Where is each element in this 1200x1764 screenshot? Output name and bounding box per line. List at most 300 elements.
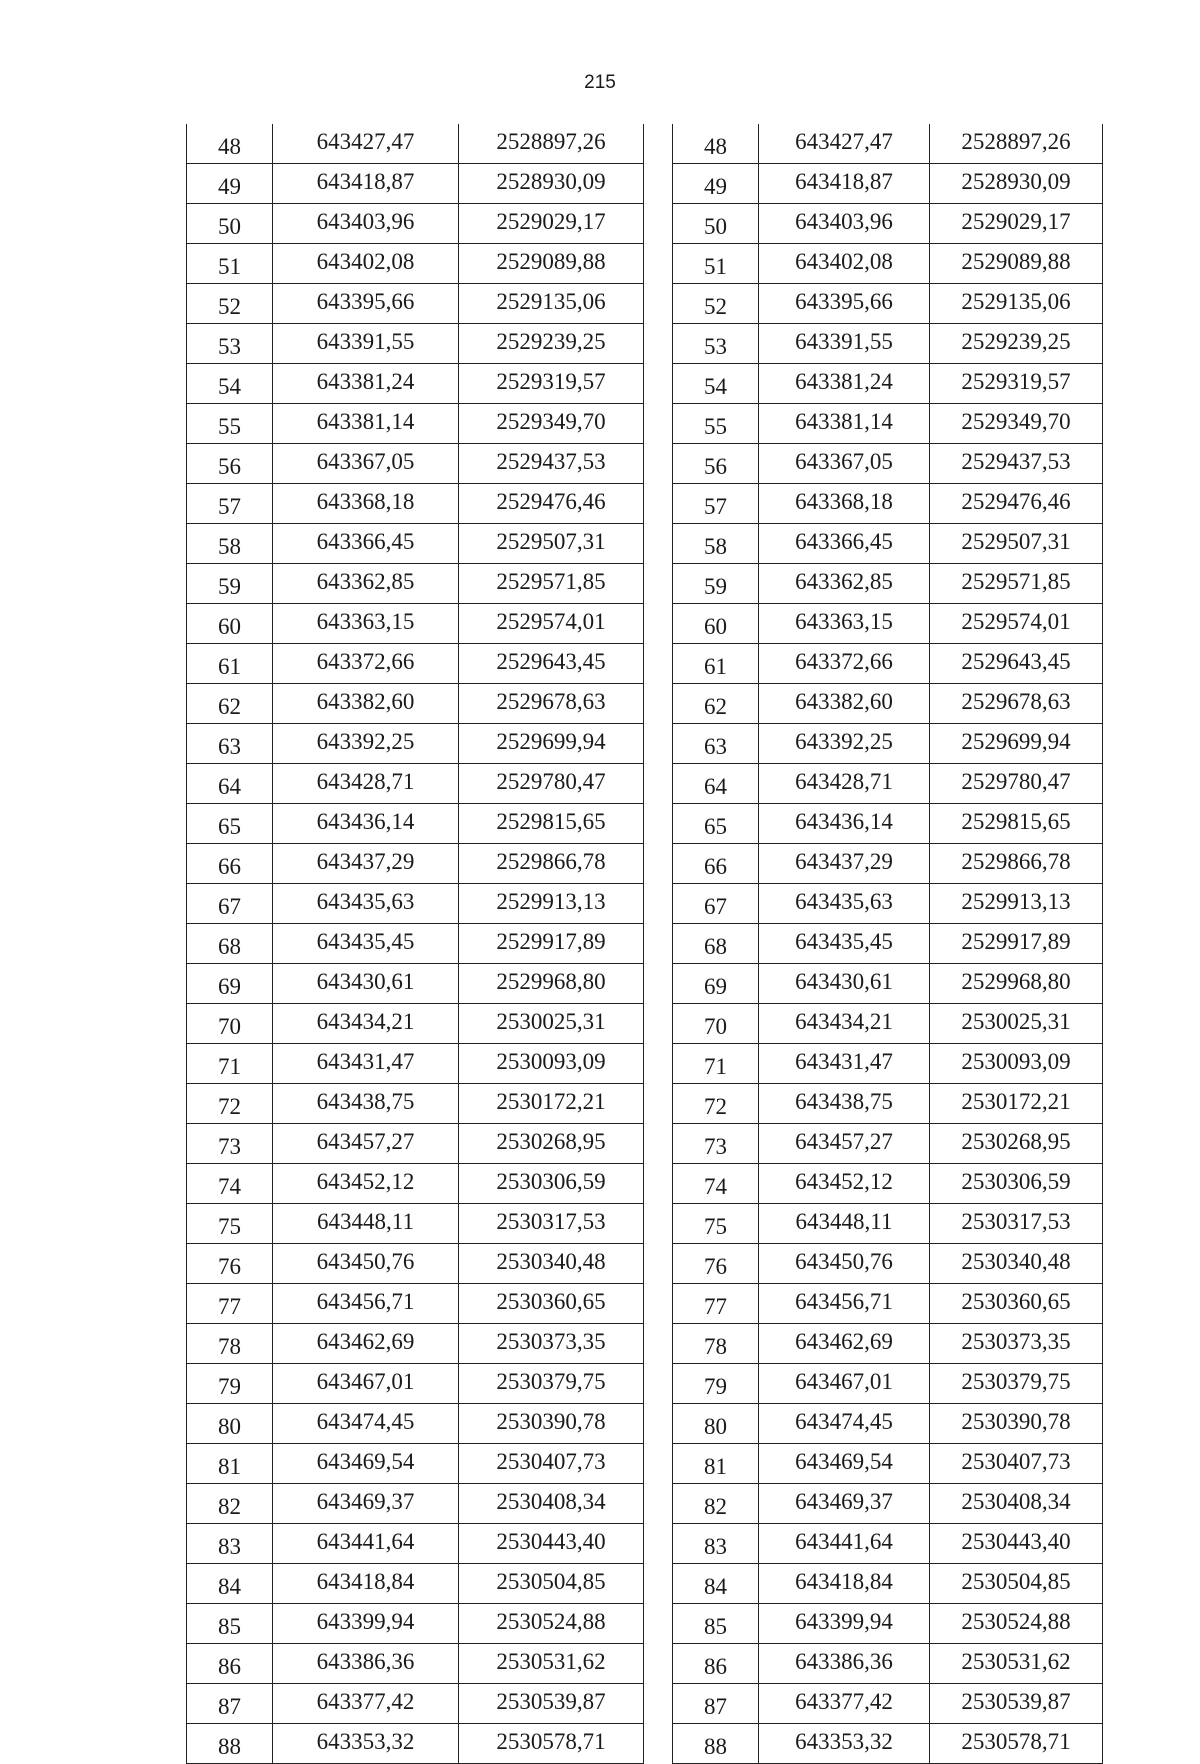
y-coordinate-cell: 2530504,85	[930, 1564, 1103, 1604]
x-coordinate-cell: 643418,84	[759, 1564, 930, 1604]
x-coordinate-cell: 643386,36	[759, 1644, 930, 1684]
y-coordinate-cell: 2530408,34	[459, 1484, 644, 1524]
x-coordinate-cell: 643448,11	[273, 1204, 459, 1244]
table-row	[673, 1604, 1103, 1644]
x-coordinate-cell: 643467,01	[273, 1364, 459, 1404]
table-row	[187, 1164, 644, 1204]
x-coordinate-cell: 643391,55	[759, 324, 930, 364]
x-coordinate-cell: 643469,54	[759, 1444, 930, 1484]
point-number-cell: 61	[187, 644, 273, 684]
table-row	[673, 1004, 1103, 1044]
x-coordinate-cell: 643452,12	[273, 1164, 459, 1204]
table-row	[187, 284, 644, 324]
x-coordinate-cell: 643427,47	[759, 124, 930, 164]
x-coordinate-cell: 643377,42	[273, 1684, 459, 1724]
y-coordinate-cell: 2529643,45	[459, 644, 644, 684]
y-coordinate-cell: 2529476,46	[930, 484, 1103, 524]
y-coordinate-cell: 2530578,71	[459, 1724, 644, 1764]
table-row	[187, 1524, 644, 1564]
y-coordinate-cell: 2530524,88	[930, 1604, 1103, 1644]
point-number-cell: 67	[673, 884, 759, 924]
point-number-cell: 74	[673, 1164, 759, 1204]
x-coordinate-cell: 643391,55	[273, 324, 459, 364]
table-row	[673, 644, 1103, 684]
table-row	[673, 1564, 1103, 1604]
y-coordinate-cell: 2529135,06	[459, 284, 644, 324]
table-row	[673, 1524, 1103, 1564]
y-coordinate-cell: 2529917,89	[930, 924, 1103, 964]
x-coordinate-cell: 643381,14	[759, 404, 930, 444]
x-coordinate-cell: 643430,61	[759, 964, 930, 1004]
y-coordinate-cell: 2529507,31	[459, 524, 644, 564]
point-number-cell: 84	[673, 1564, 759, 1604]
coordinates-table-right-body	[673, 124, 1103, 1764]
x-coordinate-cell: 643392,25	[759, 724, 930, 764]
table-row	[673, 1324, 1103, 1364]
table-row	[673, 1444, 1103, 1484]
y-coordinate-cell: 2529437,53	[930, 444, 1103, 484]
x-coordinate-cell: 643427,47	[273, 124, 459, 164]
y-coordinate-cell: 2530172,21	[930, 1084, 1103, 1124]
table-row	[673, 1044, 1103, 1084]
point-number-cell: 70	[187, 1004, 273, 1044]
point-number-cell: 59	[187, 564, 273, 604]
table-row	[673, 444, 1103, 484]
point-number-cell: 50	[187, 204, 273, 244]
x-coordinate-cell: 643431,47	[273, 1044, 459, 1084]
y-coordinate-cell: 2530379,75	[930, 1364, 1103, 1404]
y-coordinate-cell: 2529319,57	[459, 364, 644, 404]
table-row	[187, 1324, 644, 1364]
point-number-cell: 82	[673, 1484, 759, 1524]
x-coordinate-cell: 643377,42	[759, 1684, 930, 1724]
y-coordinate-cell: 2529913,13	[459, 884, 644, 924]
point-number-cell: 52	[187, 284, 273, 324]
point-number-cell: 71	[673, 1044, 759, 1084]
x-coordinate-cell: 643366,45	[759, 524, 930, 564]
table-row	[673, 1644, 1103, 1684]
point-number-cell: 72	[673, 1084, 759, 1124]
point-number-cell: 61	[673, 644, 759, 684]
y-coordinate-cell: 2530539,87	[459, 1684, 644, 1724]
x-coordinate-cell: 643450,76	[273, 1244, 459, 1284]
x-coordinate-cell: 643402,08	[273, 244, 459, 284]
point-number-cell: 49	[187, 164, 273, 204]
x-coordinate-cell: 643382,60	[759, 684, 930, 724]
x-coordinate-cell: 643441,64	[759, 1524, 930, 1564]
y-coordinate-cell: 2530531,62	[930, 1644, 1103, 1684]
point-number-cell: 72	[187, 1084, 273, 1124]
table-row	[187, 1204, 644, 1244]
table-row	[673, 764, 1103, 804]
table-row	[673, 604, 1103, 644]
point-number-cell: 87	[673, 1684, 759, 1724]
point-number-cell: 63	[187, 724, 273, 764]
x-coordinate-cell: 643437,29	[759, 844, 930, 884]
x-coordinate-cell: 643399,94	[273, 1604, 459, 1644]
x-coordinate-cell: 643462,69	[273, 1324, 459, 1364]
x-coordinate-cell: 643381,24	[273, 364, 459, 404]
point-number-cell: 67	[187, 884, 273, 924]
x-coordinate-cell: 643428,71	[759, 764, 930, 804]
x-coordinate-cell: 643372,66	[273, 644, 459, 684]
x-coordinate-cell: 643381,14	[273, 404, 459, 444]
point-number-cell: 82	[187, 1484, 273, 1524]
point-number-cell: 60	[673, 604, 759, 644]
point-number-cell: 74	[187, 1164, 273, 1204]
table-row	[187, 404, 644, 444]
x-coordinate-cell: 643418,87	[273, 164, 459, 204]
x-coordinate-cell: 643457,27	[759, 1124, 930, 1164]
y-coordinate-cell: 2529866,78	[930, 844, 1103, 884]
table-row	[673, 964, 1103, 1004]
table-row	[673, 364, 1103, 404]
point-number-cell: 54	[673, 364, 759, 404]
y-coordinate-cell: 2529968,80	[459, 964, 644, 1004]
table-row	[673, 884, 1103, 924]
y-coordinate-cell: 2529349,70	[459, 404, 644, 444]
y-coordinate-cell: 2529135,06	[930, 284, 1103, 324]
point-number-cell: 81	[673, 1444, 759, 1484]
table-row	[187, 324, 644, 364]
point-number-cell: 77	[187, 1284, 273, 1324]
y-coordinate-cell: 2530025,31	[459, 1004, 644, 1044]
x-coordinate-cell: 643402,08	[759, 244, 930, 284]
point-number-cell: 78	[673, 1324, 759, 1364]
y-coordinate-cell: 2529780,47	[930, 764, 1103, 804]
y-coordinate-cell: 2530360,65	[459, 1284, 644, 1324]
point-number-cell: 54	[187, 364, 273, 404]
table-row	[187, 444, 644, 484]
coordinates-table-left-body	[187, 124, 644, 1764]
x-coordinate-cell: 643474,45	[273, 1404, 459, 1444]
x-coordinate-cell: 643435,45	[273, 924, 459, 964]
x-coordinate-cell: 643436,14	[759, 804, 930, 844]
point-number-cell: 58	[673, 524, 759, 564]
table-row	[187, 1684, 644, 1724]
x-coordinate-cell: 643438,75	[759, 1084, 930, 1124]
x-coordinate-cell: 643435,63	[759, 884, 930, 924]
table-row	[673, 164, 1103, 204]
table-row	[187, 1484, 644, 1524]
y-coordinate-cell: 2530172,21	[459, 1084, 644, 1124]
y-coordinate-cell: 2529029,17	[930, 204, 1103, 244]
y-coordinate-cell: 2529678,63	[930, 684, 1103, 724]
point-number-cell: 73	[673, 1124, 759, 1164]
y-coordinate-cell: 2529968,80	[930, 964, 1103, 1004]
y-coordinate-cell: 2530390,78	[930, 1404, 1103, 1444]
x-coordinate-cell: 643353,32	[759, 1724, 930, 1764]
table-row	[187, 124, 644, 164]
y-coordinate-cell: 2528930,09	[459, 164, 644, 204]
y-coordinate-cell: 2529089,88	[459, 244, 644, 284]
table-row	[187, 1724, 644, 1764]
point-number-cell: 83	[673, 1524, 759, 1564]
y-coordinate-cell: 2529678,63	[459, 684, 644, 724]
table-row	[673, 524, 1103, 564]
table-row	[673, 1244, 1103, 1284]
table-row	[673, 1164, 1103, 1204]
y-coordinate-cell: 2530390,78	[459, 1404, 644, 1444]
table-row	[187, 684, 644, 724]
x-coordinate-cell: 643403,96	[273, 204, 459, 244]
point-number-cell: 80	[187, 1404, 273, 1444]
point-number-cell: 49	[673, 164, 759, 204]
table-row	[673, 924, 1103, 964]
point-number-cell: 51	[673, 244, 759, 284]
coordinates-table-right	[672, 124, 1103, 1764]
y-coordinate-cell: 2529780,47	[459, 764, 644, 804]
x-coordinate-cell: 643362,85	[273, 564, 459, 604]
x-coordinate-cell: 643418,84	[273, 1564, 459, 1604]
y-coordinate-cell: 2530317,53	[459, 1204, 644, 1244]
point-number-cell: 65	[187, 804, 273, 844]
point-number-cell: 69	[673, 964, 759, 1004]
x-coordinate-cell: 643431,47	[759, 1044, 930, 1084]
y-coordinate-cell: 2530408,34	[930, 1484, 1103, 1524]
table-row	[187, 1364, 644, 1404]
x-coordinate-cell: 643462,69	[759, 1324, 930, 1364]
x-coordinate-cell: 643469,37	[273, 1484, 459, 1524]
x-coordinate-cell: 643469,37	[759, 1484, 930, 1524]
table-row	[187, 724, 644, 764]
point-number-cell: 68	[673, 924, 759, 964]
table-row	[187, 764, 644, 804]
x-coordinate-cell: 643395,66	[273, 284, 459, 324]
x-coordinate-cell: 643456,71	[759, 1284, 930, 1324]
table-row	[187, 1284, 644, 1324]
x-coordinate-cell: 643386,36	[273, 1644, 459, 1684]
table-row	[187, 564, 644, 604]
x-coordinate-cell: 643362,85	[759, 564, 930, 604]
table-row	[673, 1364, 1103, 1404]
x-coordinate-cell: 643452,12	[759, 1164, 930, 1204]
point-number-cell: 88	[673, 1724, 759, 1764]
point-number-cell: 86	[673, 1644, 759, 1684]
table-row	[673, 684, 1103, 724]
table-row	[187, 1124, 644, 1164]
x-coordinate-cell: 643430,61	[273, 964, 459, 1004]
point-number-cell: 60	[187, 604, 273, 644]
x-coordinate-cell: 643469,54	[273, 1444, 459, 1484]
x-coordinate-cell: 643448,11	[759, 1204, 930, 1244]
table-row	[187, 1004, 644, 1044]
x-coordinate-cell: 643418,87	[759, 164, 930, 204]
point-number-cell: 66	[187, 844, 273, 884]
point-number-cell: 88	[187, 1724, 273, 1764]
point-number-cell: 83	[187, 1524, 273, 1564]
y-coordinate-cell: 2530306,59	[459, 1164, 644, 1204]
point-number-cell: 62	[673, 684, 759, 724]
x-coordinate-cell: 643435,45	[759, 924, 930, 964]
x-coordinate-cell: 643392,25	[273, 724, 459, 764]
coordinates-table-left	[186, 124, 644, 1764]
point-number-cell: 85	[187, 1604, 273, 1644]
y-coordinate-cell: 2530373,35	[930, 1324, 1103, 1364]
point-number-cell: 79	[187, 1364, 273, 1404]
y-coordinate-cell: 2530524,88	[459, 1604, 644, 1644]
table-row	[187, 164, 644, 204]
x-coordinate-cell: 643395,66	[759, 284, 930, 324]
point-number-cell: 76	[187, 1244, 273, 1284]
y-coordinate-cell: 2530093,09	[930, 1044, 1103, 1084]
y-coordinate-cell: 2529571,85	[459, 564, 644, 604]
x-coordinate-cell: 643467,01	[759, 1364, 930, 1404]
point-number-cell: 73	[187, 1124, 273, 1164]
point-number-cell: 75	[187, 1204, 273, 1244]
y-coordinate-cell: 2530306,59	[930, 1164, 1103, 1204]
point-number-cell: 84	[187, 1564, 273, 1604]
point-number-cell: 77	[673, 1284, 759, 1324]
table-row	[187, 964, 644, 1004]
x-coordinate-cell: 643372,66	[759, 644, 930, 684]
y-coordinate-cell: 2530539,87	[930, 1684, 1103, 1724]
x-coordinate-cell: 643399,94	[759, 1604, 930, 1644]
x-coordinate-cell: 643366,45	[273, 524, 459, 564]
table-row	[187, 1044, 644, 1084]
y-coordinate-cell: 2529029,17	[459, 204, 644, 244]
table-row	[673, 244, 1103, 284]
y-coordinate-cell: 2529476,46	[459, 484, 644, 524]
point-number-cell: 65	[673, 804, 759, 844]
point-number-cell: 64	[187, 764, 273, 804]
table-row	[187, 1244, 644, 1284]
y-coordinate-cell: 2529507,31	[930, 524, 1103, 564]
y-coordinate-cell: 2529643,45	[930, 644, 1103, 684]
page-number: 215	[584, 72, 616, 93]
x-coordinate-cell: 643434,21	[759, 1004, 930, 1044]
point-number-cell: 63	[673, 724, 759, 764]
x-coordinate-cell: 643437,29	[273, 844, 459, 884]
x-coordinate-cell: 643450,76	[759, 1244, 930, 1284]
x-coordinate-cell: 643435,63	[273, 884, 459, 924]
y-coordinate-cell: 2530443,40	[459, 1524, 644, 1564]
point-number-cell: 86	[187, 1644, 273, 1684]
point-number-cell: 71	[187, 1044, 273, 1084]
table-row	[187, 844, 644, 884]
table-row	[187, 1084, 644, 1124]
point-number-cell: 78	[187, 1324, 273, 1364]
point-number-cell: 56	[673, 444, 759, 484]
x-coordinate-cell: 643353,32	[273, 1724, 459, 1764]
table-row	[673, 1404, 1103, 1444]
x-coordinate-cell: 643434,21	[273, 1004, 459, 1044]
x-coordinate-cell: 643367,05	[759, 444, 930, 484]
x-coordinate-cell: 643438,75	[273, 1084, 459, 1124]
table-row	[187, 644, 644, 684]
y-coordinate-cell: 2530407,73	[930, 1444, 1103, 1484]
point-number-cell: 76	[673, 1244, 759, 1284]
y-coordinate-cell: 2529239,25	[930, 324, 1103, 364]
table-row	[673, 1724, 1103, 1764]
point-number-cell: 58	[187, 524, 273, 564]
point-number-cell: 53	[673, 324, 759, 364]
point-number-cell: 59	[673, 564, 759, 604]
y-coordinate-cell: 2528897,26	[459, 124, 644, 164]
table-row	[187, 204, 644, 244]
x-coordinate-cell: 643474,45	[759, 1404, 930, 1444]
y-coordinate-cell: 2530407,73	[459, 1444, 644, 1484]
y-coordinate-cell: 2529089,88	[930, 244, 1103, 284]
y-coordinate-cell: 2529866,78	[459, 844, 644, 884]
y-coordinate-cell: 2530093,09	[459, 1044, 644, 1084]
table-row	[673, 804, 1103, 844]
point-number-cell: 50	[673, 204, 759, 244]
y-coordinate-cell: 2530379,75	[459, 1364, 644, 1404]
point-number-cell: 57	[187, 484, 273, 524]
y-coordinate-cell: 2529699,94	[459, 724, 644, 764]
table-row	[673, 324, 1103, 364]
table-row	[673, 1204, 1103, 1244]
table-row	[187, 1404, 644, 1444]
table-row	[673, 1284, 1103, 1324]
table-row	[673, 844, 1103, 884]
point-number-cell: 68	[187, 924, 273, 964]
x-coordinate-cell: 643367,05	[273, 444, 459, 484]
table-row	[673, 404, 1103, 444]
point-number-cell: 53	[187, 324, 273, 364]
table-row	[673, 564, 1103, 604]
table-row	[187, 884, 644, 924]
point-number-cell: 62	[187, 684, 273, 724]
y-coordinate-cell: 2528930,09	[930, 164, 1103, 204]
x-coordinate-cell: 643363,15	[759, 604, 930, 644]
point-number-cell: 79	[673, 1364, 759, 1404]
point-number-cell: 48	[187, 124, 273, 164]
point-number-cell: 85	[673, 1604, 759, 1644]
x-coordinate-cell: 643436,14	[273, 804, 459, 844]
x-coordinate-cell: 643382,60	[273, 684, 459, 724]
x-coordinate-cell: 643368,18	[273, 484, 459, 524]
point-number-cell: 52	[673, 284, 759, 324]
table-row	[673, 284, 1103, 324]
table-row	[187, 804, 644, 844]
point-number-cell: 75	[673, 1204, 759, 1244]
table-row	[187, 1444, 644, 1484]
x-coordinate-cell: 643428,71	[273, 764, 459, 804]
table-row	[673, 1084, 1103, 1124]
y-coordinate-cell: 2529319,57	[930, 364, 1103, 404]
y-coordinate-cell: 2530340,48	[459, 1244, 644, 1284]
y-coordinate-cell: 2529437,53	[459, 444, 644, 484]
y-coordinate-cell: 2530025,31	[930, 1004, 1103, 1044]
table-row	[673, 1684, 1103, 1724]
x-coordinate-cell: 643456,71	[273, 1284, 459, 1324]
table-row	[187, 484, 644, 524]
point-number-cell: 69	[187, 964, 273, 1004]
point-number-cell: 66	[673, 844, 759, 884]
point-number-cell: 80	[673, 1404, 759, 1444]
point-number-cell: 48	[673, 124, 759, 164]
y-coordinate-cell: 2530340,48	[930, 1244, 1103, 1284]
x-coordinate-cell: 643381,24	[759, 364, 930, 404]
x-coordinate-cell: 643441,64	[273, 1524, 459, 1564]
y-coordinate-cell: 2530360,65	[930, 1284, 1103, 1324]
x-coordinate-cell: 643457,27	[273, 1124, 459, 1164]
y-coordinate-cell: 2530317,53	[930, 1204, 1103, 1244]
y-coordinate-cell: 2530268,95	[930, 1124, 1103, 1164]
table-row	[673, 1484, 1103, 1524]
y-coordinate-cell: 2529917,89	[459, 924, 644, 964]
point-number-cell: 87	[187, 1684, 273, 1724]
point-number-cell: 56	[187, 444, 273, 484]
table-row	[673, 1124, 1103, 1164]
table-row	[187, 1604, 644, 1644]
table-row	[187, 604, 644, 644]
y-coordinate-cell: 2529239,25	[459, 324, 644, 364]
y-coordinate-cell: 2529913,13	[930, 884, 1103, 924]
table-row	[187, 524, 644, 564]
